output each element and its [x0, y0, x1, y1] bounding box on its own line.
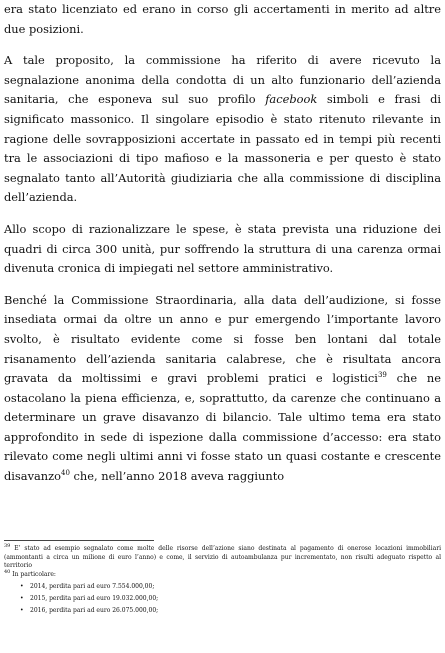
footnote-39	[4, 545, 441, 571]
paragraph-text: simboli e frasi di significato massonico. Il singolare episodio è stato ritenuto rilevante in ragione delle sovrapposizioni accertate in passato ed in tempi più recenti tra le associazioni di tipo mafioso e la massoneria e per questo è stato segnalato tanto all’Autorità giudiziaria che alla commissione di disciplina dell’azienda.	[4, 92, 442, 205]
footnote-ref: 40	[61, 469, 70, 478]
footnote-40-text: In particolare:	[10, 570, 56, 578]
footnote-40-item: • 2014, perdita pari ad euro 7.554.000,00;	[20, 583, 441, 592]
footnote-separator	[4, 540, 154, 541]
paragraph-text: Benché la Commissione Straordinaria, alla data dell’audizione, si fosse insediata ormai da oltre un anno e pur emergendo l’importante lavoro svolto, è risultato evidente come si fosse ben lontani dal totale risanamento dell’azienda sanitaria calabrese, che è risultata ancora gravata da moltissimi e gravi problemi pratici e logistici	[4, 292, 441, 386]
footnote-39-text: E’ stato ad esempio segnalato come molte delle risorse dell’azione siano destinata al pagamento di onerose locazioni immobiliari (ammontanti a circa un milione di euro l’anno) e come, il servizio di autoambulanza pur incrementato, non risulti adeguato rispetto al territorio	[4, 545, 441, 570]
footnote-40-item: • 2015, perdita pari ad euro 19.032.000,00;	[20, 595, 441, 604]
footnote-40	[4, 568, 441, 580]
footnote-40-list	[4, 583, 441, 615]
body-text	[4, 0, 441, 499]
paragraph-text: che, nell’anno 2018 aveva raggiunto	[69, 469, 285, 484]
paragraph-text: A tale proposito, la commissione ha riferito di avere ricevuto la segnalazione anonima della condotta di un alto funzionario dell’azienda sanitaria, che esponeva sul suo profilo	[4, 53, 441, 107]
emphasis-text: facebook	[265, 92, 318, 107]
footnote-40-item: • 2016, perdita pari ad euro 26.075.000,00;	[20, 607, 441, 616]
paragraph	[4, 220, 441, 279]
footnote-40-number: 40	[4, 568, 11, 575]
footnote-ref: 39	[377, 371, 387, 380]
paragraph-text: Allo scopo di razionalizzare le spese, è stata prevista una riduzione dei quadri di circa 300 unità, pur soffrendo la struttura di una carenza ormai divenuta cronica di impiegati nel settore amministrativo.	[4, 221, 441, 276]
footnotes	[4, 540, 441, 618]
paragraph-text: era stato licenziato ed erano in corso gli accertamenti in merito ad altre due posizioni.	[4, 2, 441, 36]
paragraph	[4, 0, 441, 39]
paragraph	[4, 51, 441, 208]
paragraph-text: che ne ostacolano la piena efficienza, e, soprattutto, da carenze che continuano a determinare un grave disavanzo di bilancio. Tale ultimo tema era stato approfondito in sede di ispezione dalla commissione d’accesso: era stato rilevato come negli ultimi anni vi fosse stato un quasi costante e crescente disavanzo	[4, 371, 441, 484]
footnote-39-number: 39	[4, 543, 11, 549]
paragraph	[4, 291, 441, 487]
